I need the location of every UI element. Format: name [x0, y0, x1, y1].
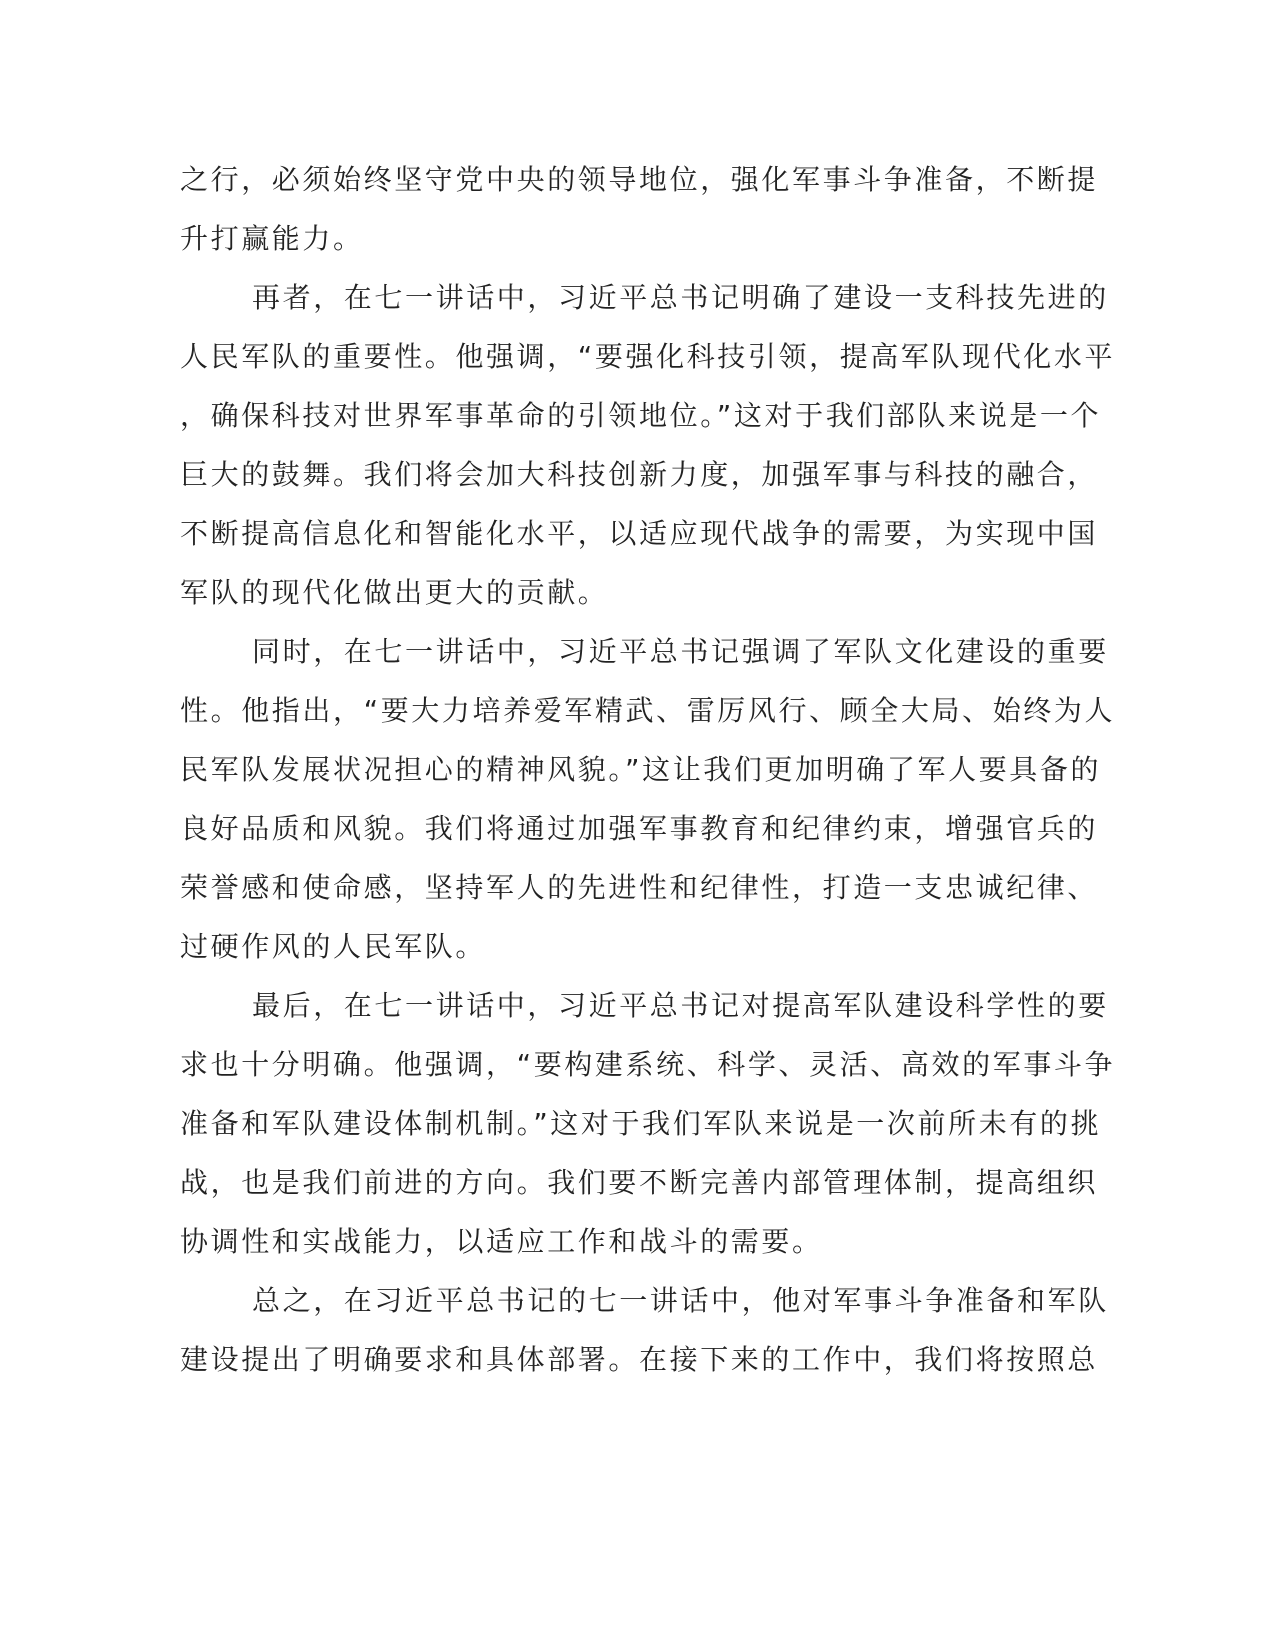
text-line: 不断提高信息化和智能化水平，以适应现代战争的需要，为实现中国 [180, 517, 1099, 550]
text-line: 之行，必须始终坚守党中央的领导地位，强化军事斗争准备，不断提 [180, 163, 1099, 196]
text-line: 过硬作风的人民军队。 [180, 930, 487, 963]
text-line: 建设提出了明确要求和具体部署。在接下来的工作中，我们将按照总 [180, 1343, 1099, 1376]
text-line: 性。他指出，“要大力培养爱军精武、雷厉风行、顾全大局、始终为人 [180, 694, 1116, 727]
text-line: 巨大的鼓舞。我们将会加大科技创新力度，加强军事与科技的融合， [180, 458, 1099, 491]
text-line: 升打赢能力。 [180, 222, 364, 255]
text-line: ，确保科技对世界军事革命的引领地位。”这对于我们部队来说是一个 [180, 399, 1102, 432]
text-line: 人民军队的重要性。他强调，“要强化科技引领，提高军队现代化水平 [180, 340, 1116, 373]
text-line: 荣誉感和使命感，坚持军人的先进性和纪律性，打造一支忠诚纪律、 [180, 871, 1099, 904]
text-line: 准备和军队建设体制机制。”这对于我们军队来说是一次前所未有的挑 [180, 1107, 1102, 1140]
text-line: 求也十分明确。他强调，“要构建系统、科学、灵活、高效的军事斗争 [180, 1048, 1116, 1081]
paragraph-start-line: 再者，在七一讲话中，习近平总书记明确了建设一支科技先进的 [252, 281, 1109, 314]
text-line: 战，也是我们前进的方向。我们要不断完善内部管理体制，提高组织 [180, 1166, 1099, 1199]
paragraph-start-line: 最后，在七一讲话中，习近平总书记对提高军队建设科学性的要 [252, 989, 1109, 1022]
text-line: 民军队发展状况担心的精神风貌。”这让我们更加明确了军人要具备的 [180, 753, 1102, 786]
paragraph-start-line: 总之，在习近平总书记的七一讲话中，他对军事斗争准备和军队 [252, 1284, 1109, 1317]
text-line: 良好品质和风貌。我们将通过加强军事教育和纪律约束，增强官兵的 [180, 812, 1099, 845]
paragraph-start-line: 同时，在七一讲话中，习近平总书记强调了军队文化建设的重要 [252, 635, 1109, 668]
text-line: 军队的现代化做出更大的贡献。 [180, 576, 609, 609]
text-line: 协调性和实战能力，以适应工作和战斗的需要。 [180, 1225, 823, 1258]
